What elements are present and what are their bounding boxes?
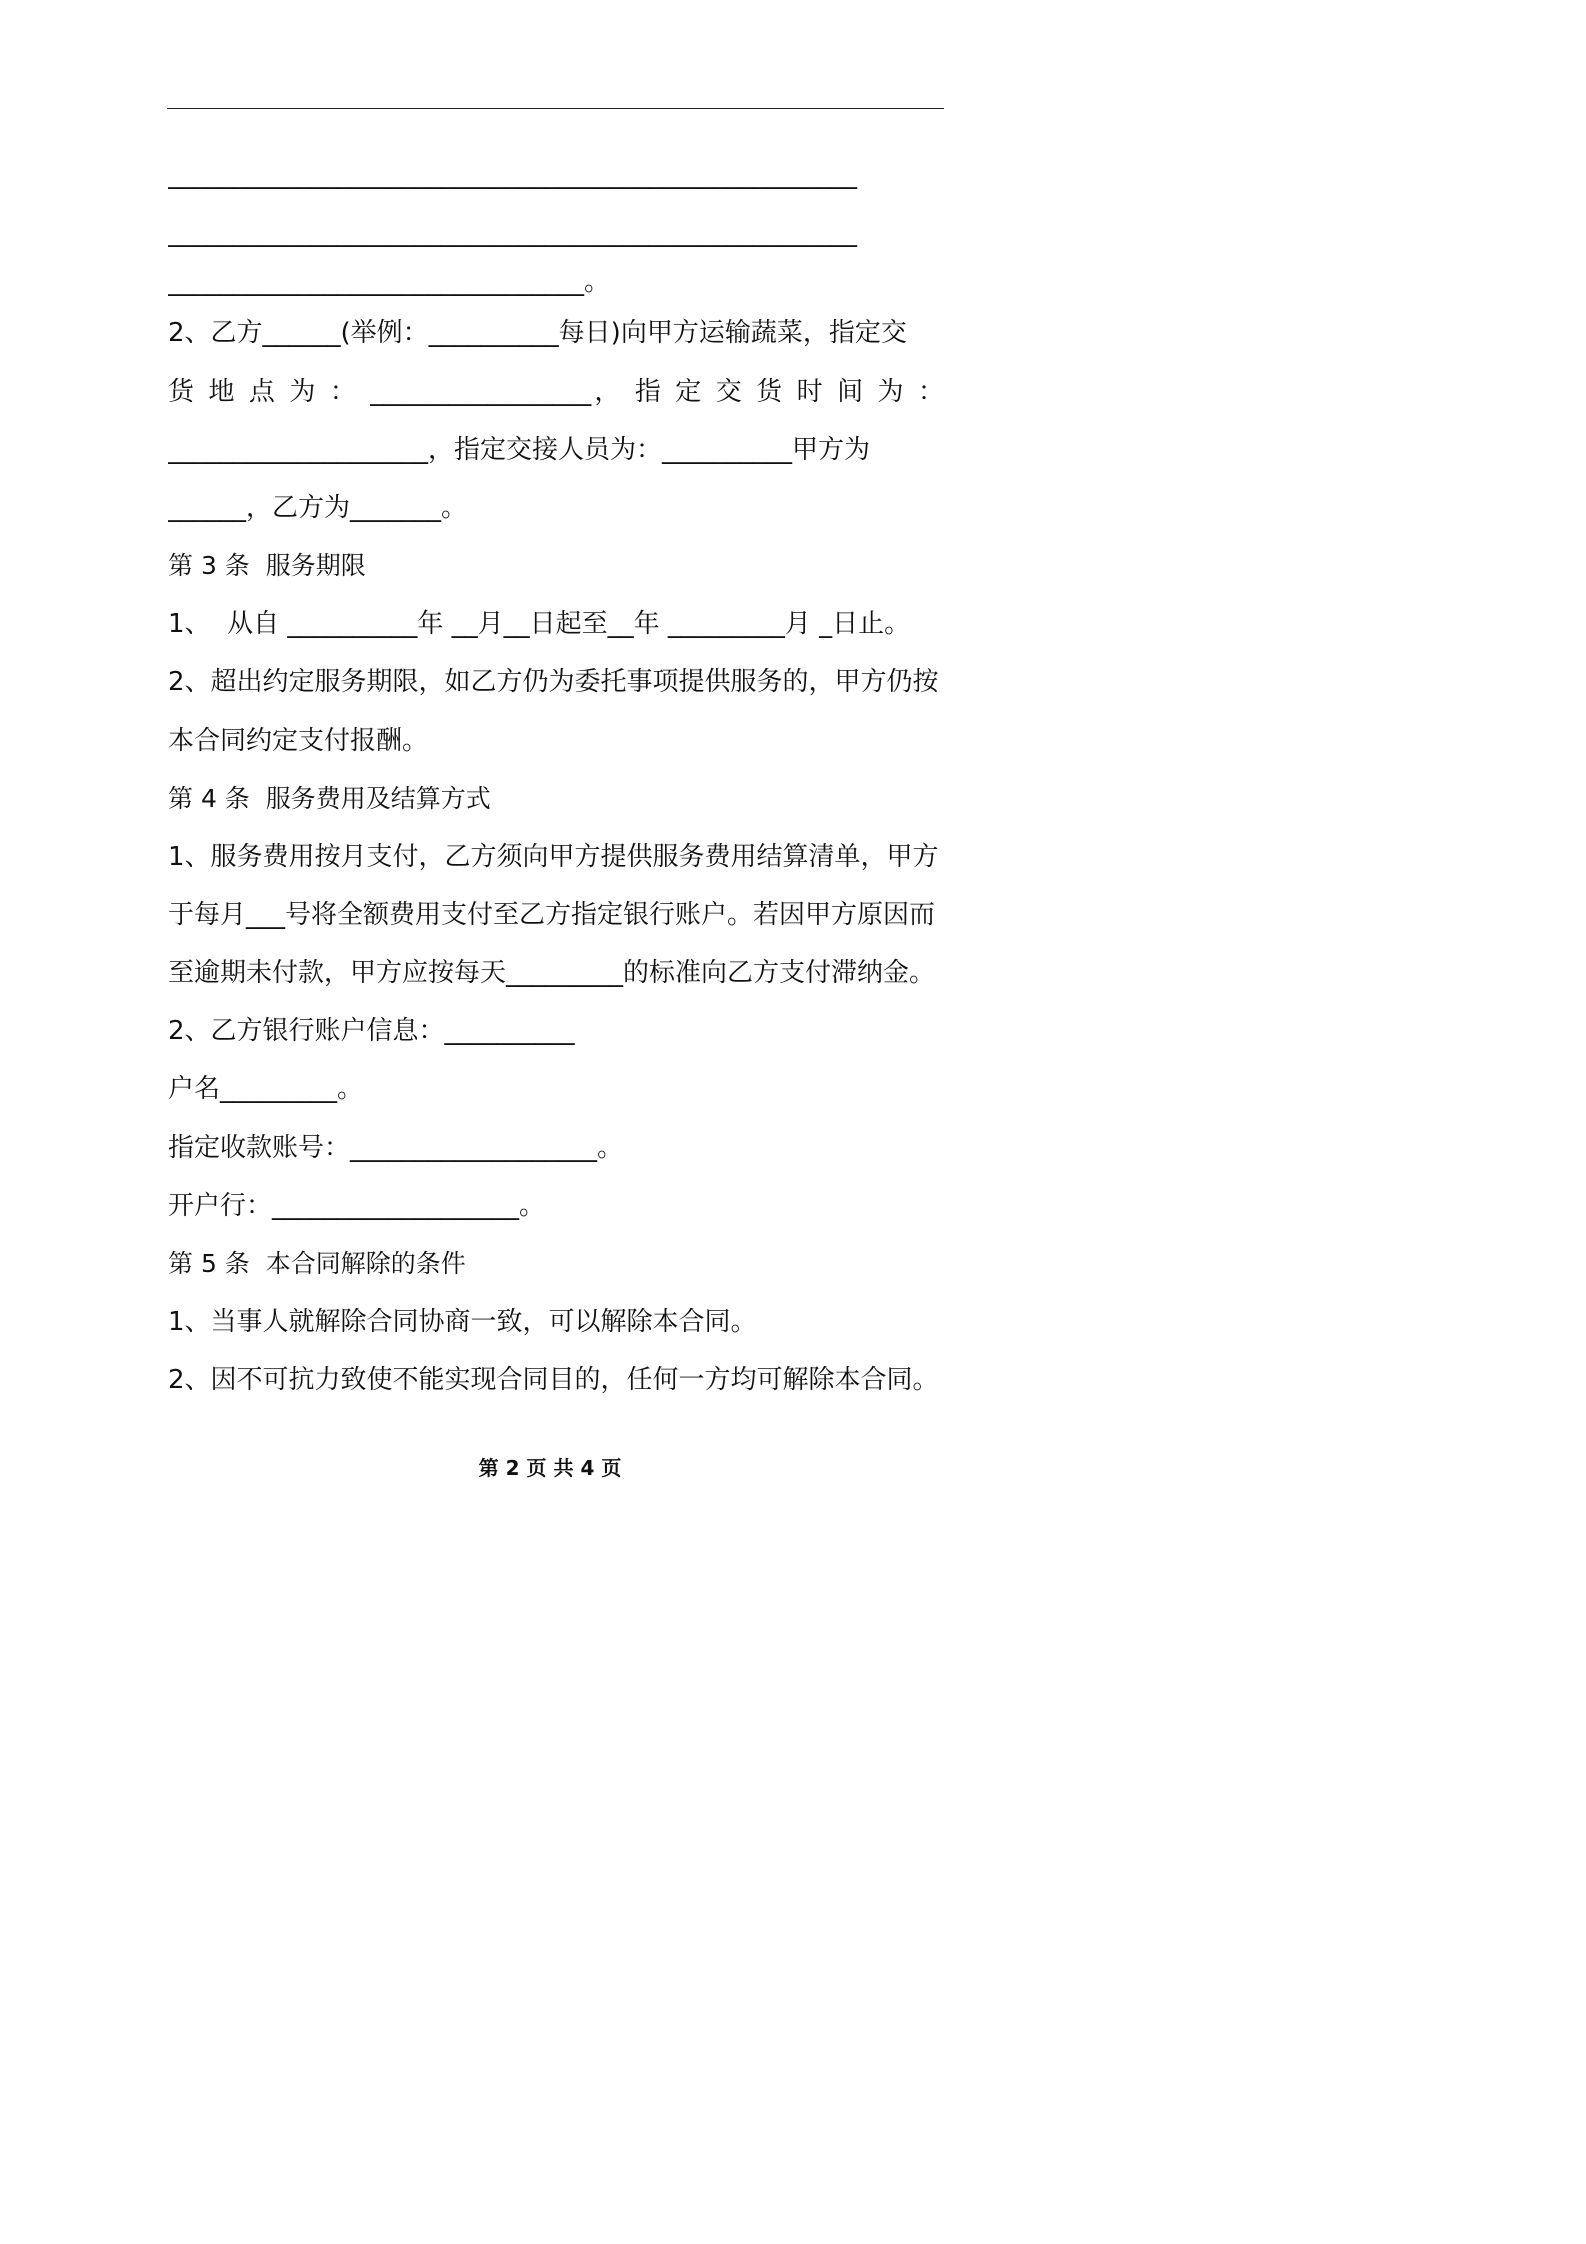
blank-line-1: _____________________________________________________ xyxy=(168,160,857,190)
clause-2-2-line-3: ____________________，指定交接人员为：__________甲方为 xyxy=(168,435,871,465)
clause-3-2-line-1: 2、超出约定服务期限，如乙方仍为委托事项提供服务的，甲方仍按 xyxy=(168,667,939,697)
blank-line-3: ________________________________。 xyxy=(168,267,611,297)
clause-3-2-line-2: 本合同约定支付报酬。 xyxy=(168,726,429,756)
clause-4-1-line-1: 1、服务费用按月支付，乙方须向甲方提供服务费用结算清单，甲方 xyxy=(168,842,939,872)
header-rule xyxy=(167,108,944,109)
account-name-field: 户名_________。 xyxy=(168,1074,364,1104)
article-5-heading: 第 5 条 本合同解除的条件 xyxy=(168,1249,466,1278)
page-number-footer: 第 2 页 共 4 页 xyxy=(478,1456,622,1480)
bank-field: 开户行：___________________。 xyxy=(168,1191,546,1221)
clause-4-2: 2、乙方银行账户信息：__________ xyxy=(168,1016,575,1046)
clause-5-1: 1、当事人就解除合同协商一致，可以解除本合同。 xyxy=(168,1307,757,1337)
blank-line-2: _____________________________________________________ xyxy=(168,218,857,248)
clause-3-1: 1、 从自 __________年 __月__日起至__年 _________月 _日止。 xyxy=(168,609,911,639)
clause-5-2: 2、因不可抗力致使不能实现合同目的，任何一方均可解除本合同。 xyxy=(168,1365,939,1395)
clause-2-2-line-4: ______，乙方为_______。 xyxy=(168,493,468,523)
document-page xyxy=(0,0,1100,1556)
article-3-heading: 第 3 条 服务期限 xyxy=(168,551,366,580)
clause-4-1-line-3: 至逾期未付款，甲方应按每天_________的标准向乙方支付滞纳金。 xyxy=(168,958,936,988)
clause-4-1-line-2: 于每月___号将全额费用支付至乙方指定银行账户。若因甲方原因而 xyxy=(168,900,936,930)
clause-2-2-line-1: 2、乙方______(举例：__________每日)向甲方运输蔬菜，指定交 xyxy=(168,318,907,348)
account-number-field: 指定收款账号：___________________。 xyxy=(168,1133,624,1163)
article-4-heading: 第 4 条 服务费用及结算方式 xyxy=(168,784,491,813)
clause-2-2-line-2: 货 地 点 为 ： _________________， 指 定 交 货 时 间 为 ： xyxy=(168,377,944,407)
